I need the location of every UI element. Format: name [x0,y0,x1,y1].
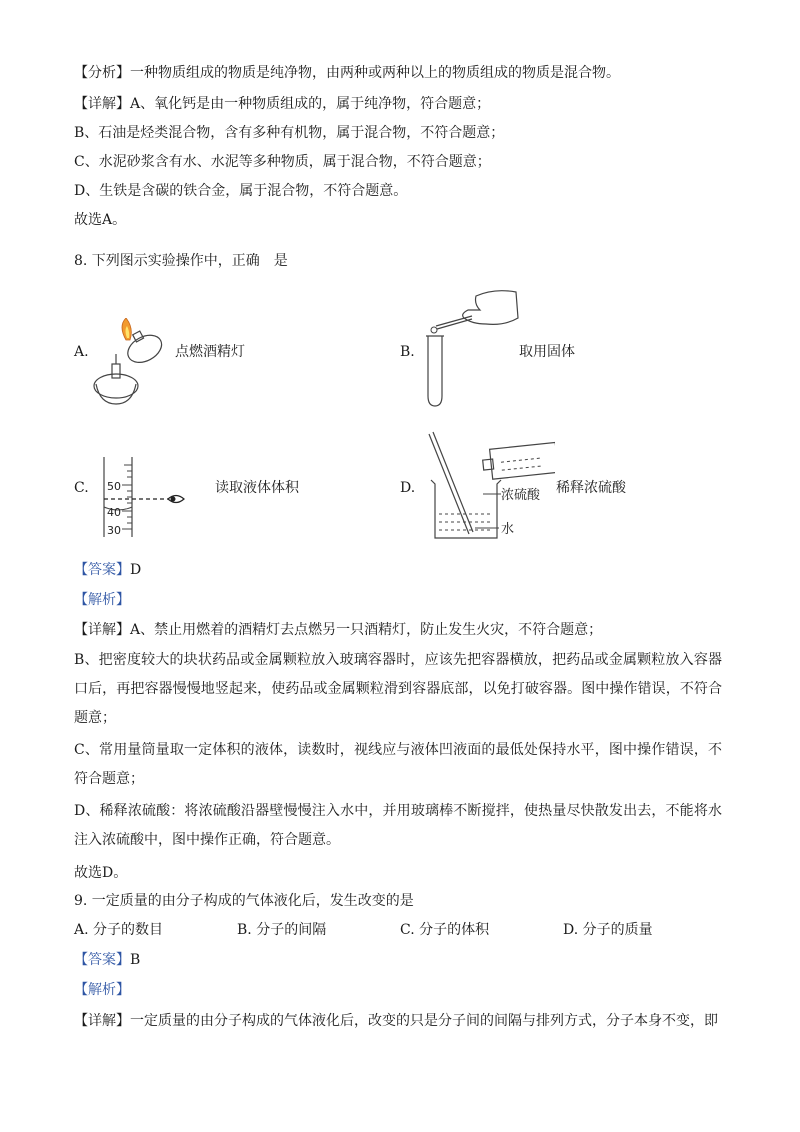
q8-answer [74,560,141,580]
option-a-label: 点燃酒精灯 [175,344,245,360]
option-d-letter: D. [400,480,416,496]
q9-option-a: A. 分子的数目 [74,922,164,938]
q8-choice: 故选D。 [74,865,128,881]
option-c-figure [100,455,188,539]
option-c-label: 读取液体体积 [215,480,299,496]
detail-tag: 【详解】 [74,96,130,112]
answer-tag: 【答案】 [74,952,130,968]
q8-analysis-tag: 【解析】 [74,592,130,608]
q8-stem: 8. 下列图示实验操作中，正确 是 [74,253,288,269]
label-water: 水 [501,522,515,537]
q8-detail-c: C、常用量筒量取一定体积的液体，读数时，视线应与液体凹液面的最低处保持水平，图中操作错误，不符合题意； [74,742,722,787]
q9-analysis-tag: 【解析】 [74,982,130,998]
answer-value: D [130,562,142,578]
q9-option-c: C. 分子的体积 [400,922,490,938]
q9-stem: 9. 一定质量的由分子构成的气体液化后，发生改变的是 [74,893,414,909]
detail-text: A、禁止用燃着的酒精灯去点燃另一只酒精灯，防止发生火灾，不符合题意； [130,622,603,638]
q7-detail-c: C、水泥砂浆含有水、水泥等多种物质，属于混合物，不符合题意； [74,154,491,170]
answer-tag: 【答案】 [74,562,130,578]
detail-text: 一定质量的由分子构成的气体液化后，改变的只是分子间的间隔与排列方式，分子本身不变，即 [130,1013,718,1029]
analysis-text: 一种物质组成的物质是纯净物，由两种或两种以上的物质组成的物质是混合物。 [130,65,620,81]
option-a-figure [88,318,178,410]
q8-detail-b: B、把密度较大的块状药品或金属颗粒放入玻璃容器时，应该先把容器横放，把药品或金属颗粒放入容器口后，再把容器慢慢地竖起来，使药品或金属颗粒滑到容器底部，以免打破容器。图中操作错误，不符合题意； [74,652,722,726]
analysis-tag: 【分析】 [74,65,130,81]
tick-label-30: 30 [107,524,121,537]
option-b-figure [420,288,520,408]
option-b-letter: B. [400,344,415,360]
q8-detail-a [74,620,602,640]
q7-choice: 故选A。 [74,212,127,228]
q7-detail-a [74,94,490,114]
option-d-label: 稀释浓硫酸 [556,480,626,496]
option-d-figure [425,430,555,542]
detail-tag: 【详解】 [74,622,130,638]
q7-detail-b: B、石油是烃类混合物，含有多种有机物，属于混合物，不符合题意； [74,125,505,141]
option-c-letter: C. [74,480,89,496]
option-b-label: 取用固体 [519,344,575,360]
detail-tag: 【详解】 [74,1013,130,1029]
q7-analysis [74,63,620,83]
q7-detail-d: D、生铁是含碳的铁合金，属于混合物，不符合题意。 [74,183,408,199]
q9-answer [74,950,140,970]
option-a-letter: A. [74,344,89,360]
detail-text: A、氧化钙是由一种物质组成的，属于纯净物，符合题意； [130,96,491,112]
q9-option-d: D. 分子的质量 [563,922,653,938]
q9-detail [74,1011,718,1031]
q9-option-b: B. 分子的间隔 [237,922,327,938]
answer-value: B [130,952,141,968]
tick-label-40: 40 [107,506,121,519]
q8-detail-d: D、稀释浓硫酸：将浓硫酸沿器壁慢慢注入水中，并用玻璃棒不断搅拌，使热量尽快散发出去，不能将水注入浓硫酸中，图中操作正确，符合题意。 [74,803,722,848]
tick-label-50: 50 [107,480,121,493]
label-concentrated-acid: 浓硫酸 [501,488,541,503]
